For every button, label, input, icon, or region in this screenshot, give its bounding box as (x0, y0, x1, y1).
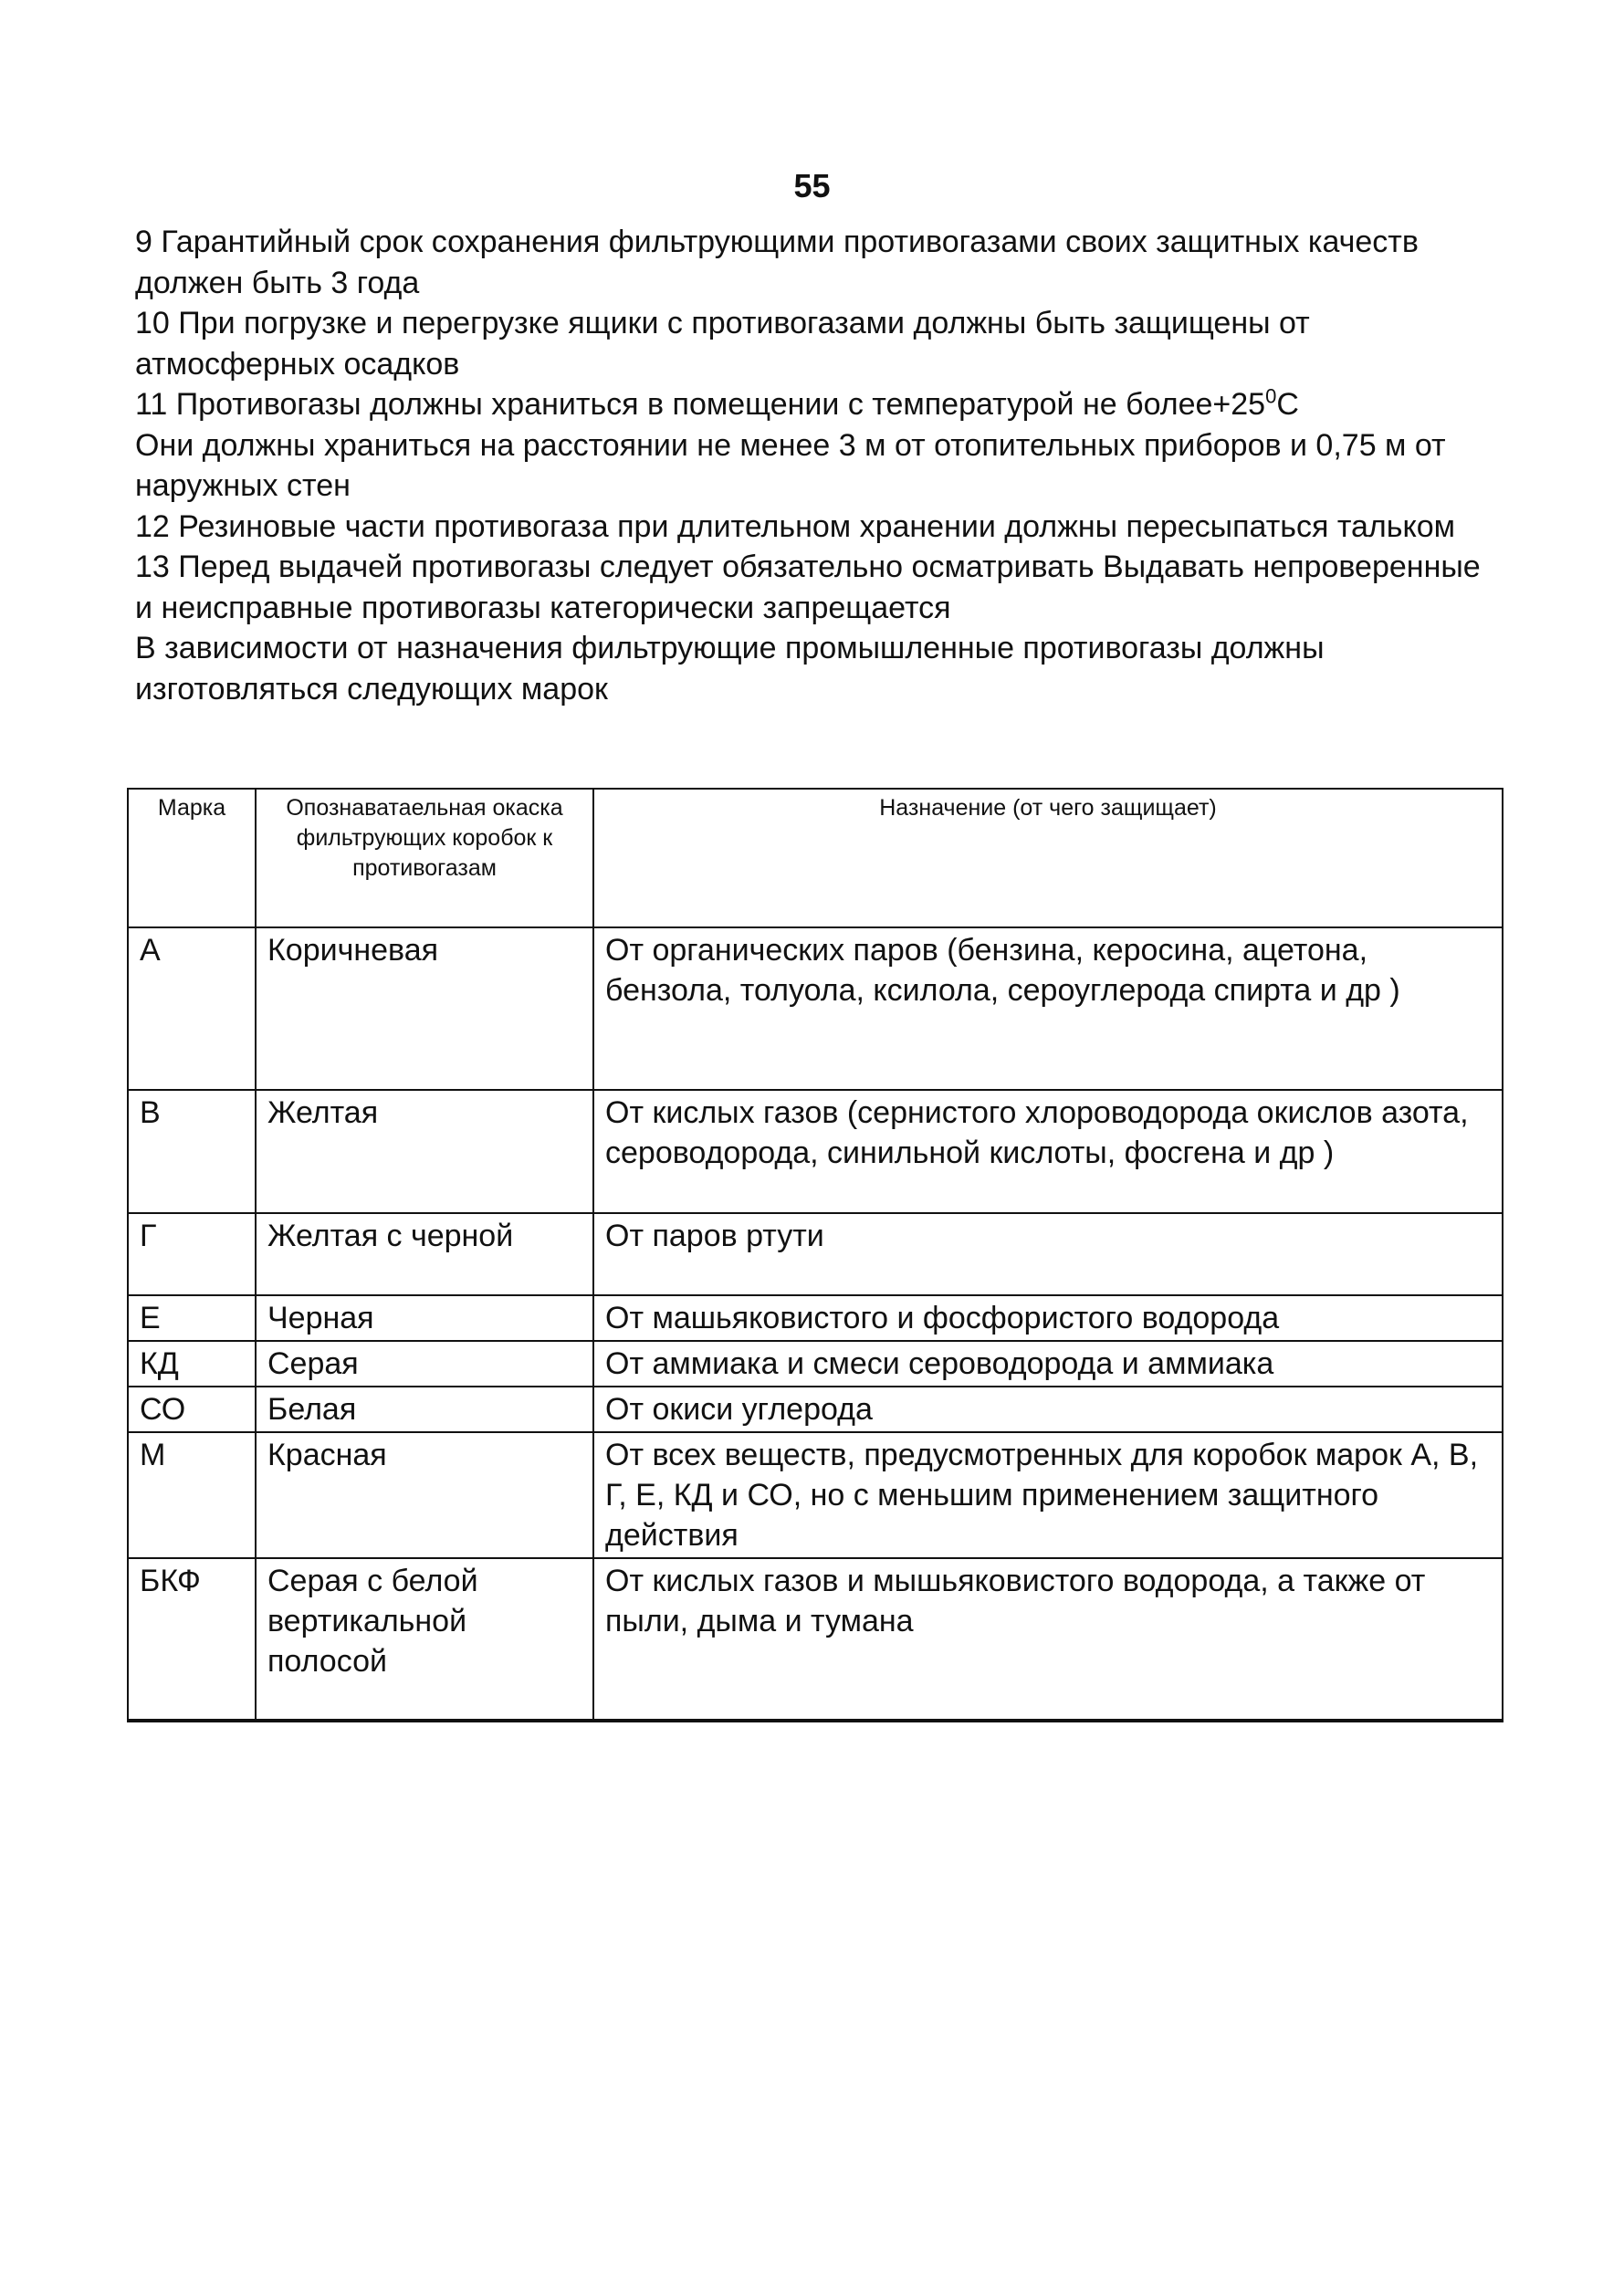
cell-mark: СО (128, 1387, 256, 1432)
paragraph-11-text: 11 Противогазы должны храниться в помещении с температурой не более+25 (135, 387, 1266, 422)
cell-color: Желтая с черной (256, 1213, 593, 1295)
cell-mark: Г (128, 1213, 256, 1295)
page-number: 55 (793, 167, 831, 204)
paragraph-11 (135, 384, 1495, 425)
cell-purpose: От паров ртути (593, 1213, 1503, 1295)
table-row (128, 1295, 1503, 1341)
cell-purpose: От всех веществ, предусмотренных для коробок марок А, В, Г, Е, КД и СО, но с меньшим применением защитного действия (593, 1432, 1503, 1558)
cell-color: Серая с белой вертикальной полосой (256, 1558, 593, 1721)
degree-mark: 0 (1265, 384, 1277, 408)
header-color: Опознаватаельная окаска фильтрующих коробок к противогазам (256, 789, 593, 927)
paragraph-11-continued: Они должны храниться на расстоянии не менее 3 м от отопительных приборов и 0,75 м от наружных стен (135, 427, 1446, 503)
body-text (135, 222, 1495, 709)
paragraph-10: 10 При погрузке и перегрузке ящики с противогазами должны быть защищены от атмосферных осадков (135, 306, 1310, 382)
cell-color: Желтая (256, 1090, 593, 1213)
table-row (128, 1090, 1503, 1213)
cell-purpose: От органических паров (бензина, керосина, ацетона, бензола, толуола, ксилола, сероуглерода спирта и др ) (593, 927, 1503, 1090)
cell-mark: КД (128, 1341, 256, 1387)
table-row (128, 1341, 1503, 1387)
cell-purpose: От машьяковистого и фосфористого водорода (593, 1295, 1503, 1341)
header-mark: Марка (128, 789, 256, 927)
table-row (128, 927, 1503, 1090)
cell-mark: БКФ (128, 1558, 256, 1721)
cell-mark: В (128, 1090, 256, 1213)
cell-color: Серая (256, 1341, 593, 1387)
cell-purpose: От аммиака и смеси сероводорода и аммиака (593, 1341, 1503, 1387)
cell-color: Черная (256, 1295, 593, 1341)
temperature-unit: C (1276, 387, 1299, 422)
table-row (128, 1213, 1503, 1295)
cell-mark: М (128, 1432, 256, 1558)
cell-purpose: От кислых газов и мышьяковистого водорода, а также от пыли, дыма и тумана (593, 1558, 1503, 1721)
cell-color: Коричневая (256, 927, 593, 1090)
table-row (128, 1387, 1503, 1432)
cell-purpose: От окиси углерода (593, 1387, 1503, 1432)
cell-mark: А (128, 927, 256, 1090)
table-row (128, 1432, 1503, 1558)
paragraph-9: 9 Гарантийный срок сохранения фильтрующими противогазами своих защитных качеств должен быть 3 года (135, 225, 1419, 300)
cell-mark: Е (128, 1295, 256, 1341)
table-header-row (128, 789, 1503, 927)
cell-color: Красная (256, 1432, 593, 1558)
paragraph-12: 12 Резиновые части противогаза при длительном хранении должны пересыпаться тальком (135, 508, 1456, 544)
table-row (128, 1558, 1503, 1721)
header-purpose: Назначение (от чего защищает) (593, 789, 1503, 927)
paragraph-intro: В зависимости от назначения фильтрующие промышленные противогазы должны изготовляться следующих марок (135, 631, 1325, 707)
paragraph-13: 13 Перед выдачей противогазы следует обязательно осматривать Выдавать непроверенные и неисправные противогазы категорически запрещается (135, 550, 1481, 625)
gas-mask-marks-table (127, 788, 1504, 1722)
cell-purpose: От кислых газов (сернистого хлороводорода окислов азота, сероводорода, синильной кислоты, фосгена и др ) (593, 1090, 1503, 1213)
cell-color: Белая (256, 1387, 593, 1432)
